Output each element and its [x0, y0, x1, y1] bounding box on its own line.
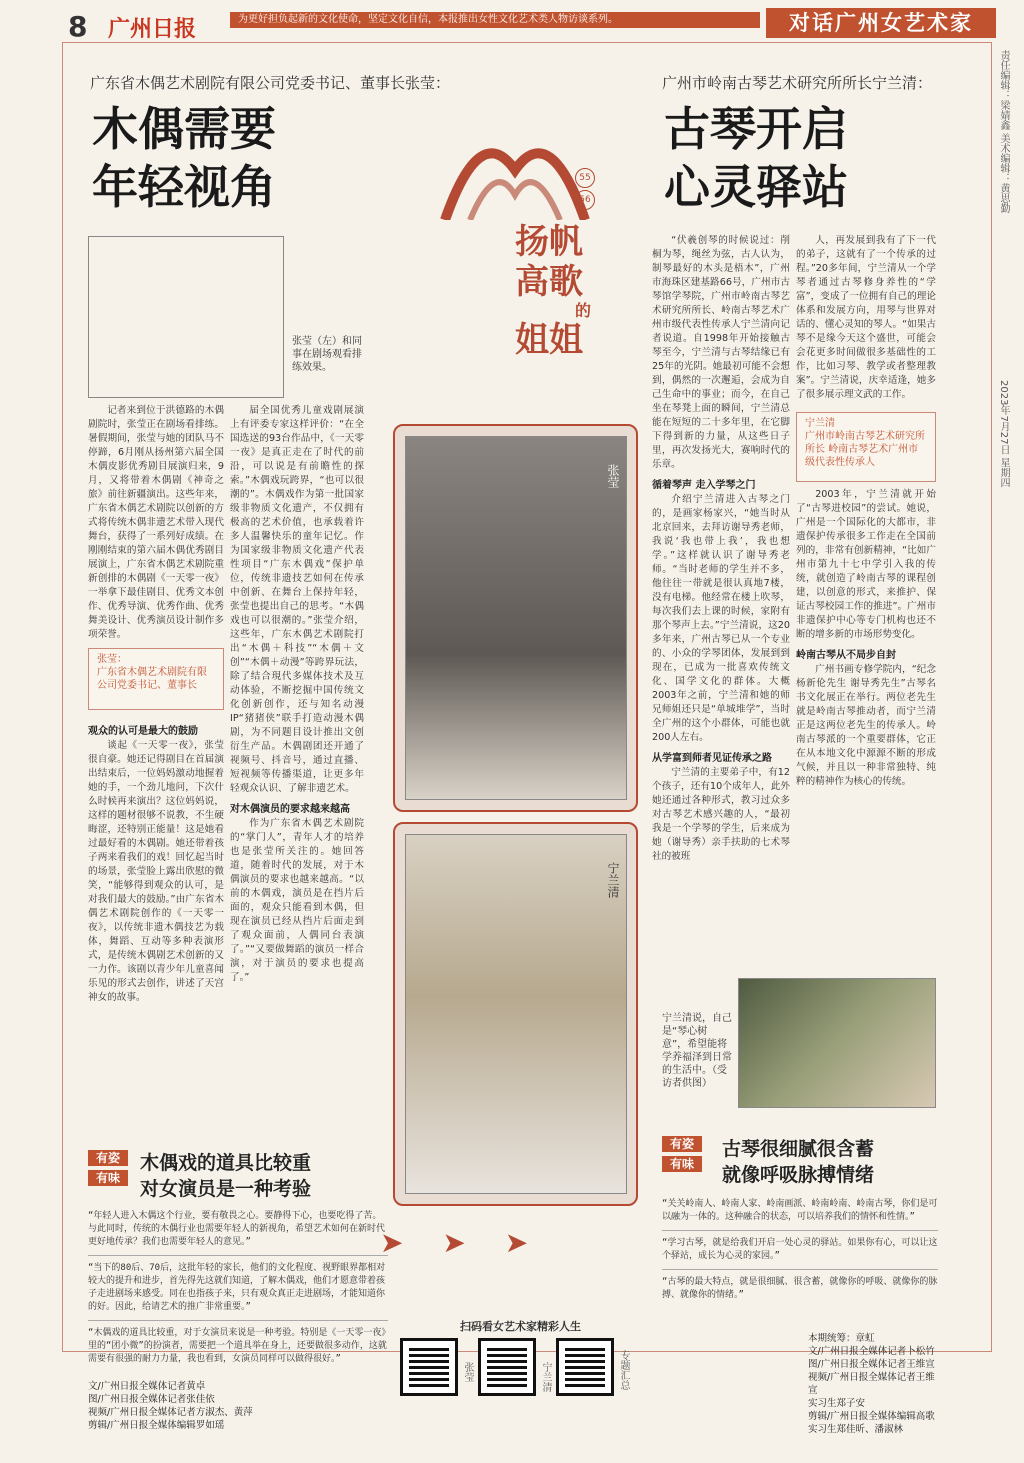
right-column-2: 人，再发展到我有了下一代的弟子，这就有了一个传承的过程。”20多年间，宁兰清从一个学琴者通过古琴修身养性的“学富”，变成了一位拥有自己的理论体系和发展方向，用琴与世界对话的、懂心灵知的琴人。“如果古琴不是缘今天这个盛世，可能会会花更多时间做很多基础性的工作，比如习琴、教学或者整理教案”。宁兰清说，庆幸适逢，她多了很多展示理文武的工作。 — [796, 235, 936, 400]
left-column-2: 届全国优秀儿童戏剧展演上有评委专家这样评价：“在全国选送的93台作品中，《一天零一夜》是真正走在了时代的前沿，可以说是有前瞻性的探索。”木偶戏玩跨界，“也可以很潮的”。木偶戏作为第一批国家级非物质文化遗产，不仅拥有极高的艺术价值，也承载着许多人温馨快乐的童年记忆。作为国家级非物质文化遗产代表性项目“广东木偶戏”保护单位，传统非遗技艺如何在传承中创新、在舞台上保持年轻，张莹也提出自己的思考。“木偶戏也可以很潮的。”张莹介绍，这些年，广东木偶艺术剧院打出“木偶＋科技”“木偶＋文创”“木偶＋动漫”等跨界玩法，除了结合現代多媒体技术及互动体验，不断挖掘中国传统文化创新创作，还与知名动漫IP“猪猪侠”联手打造动漫木偶剧，为不同题目设计推出文创衍生产品。木偶剧团还开通了视频号、抖音号，通过直播、短视频等传播渠道，让更多年轻观众认识、了解非遗艺术。 对木偶演员的要求越来越高 作为广东省木偶艺术剧院的“掌门人”，青年人才的培养也是张莹所关注的。她回答道，随着时代的发展，对于木偶演员的要求也越来越高。“以前的木偶戏，演员是在挡片后面的，观众只能看到木偶，但现在演员已经从挡片后面走到了观众面前，人偶同台表演了。”“又要做舞蹈的演员一样合演，对于演员的要求也提高了。” — [230, 405, 364, 983]
right-quote-2: “学习古琴，就是给我们开启一处心灵的驿站。如果你有心，可以让这个驿站，成长为心灵的家园。” — [662, 1238, 938, 1261]
portrait-card-zhang — [393, 424, 638, 812]
bird-icons — [380, 1226, 550, 1286]
bird-icon: ➤ — [504, 1226, 529, 1259]
series-badges — [575, 168, 597, 212]
guqin-photo — [738, 978, 936, 1108]
left-kicker: 广东省木偶艺术剧院有限公司党委书记、董事长张莹： — [90, 74, 451, 92]
right-quote-title — [722, 1136, 874, 1188]
left-quote-3: “木偶戏的道具比较重，对于女演员来说是一种考验。特别是《一天零一夜》里的“团小微”的扮演者，需要把一个道具举在身上，还要做很多动作，这就需要有很强的耐力力量，我也看到，女演员同样可以做得很好。” — [88, 1328, 387, 1364]
left-photo-caption: 张莹（左）和同事在剧场观看排练效果。 — [292, 336, 362, 373]
left-headline-line1: 木偶需要 — [92, 102, 276, 156]
bird-icon: ➤ — [442, 1226, 466, 1259]
right-quote-title-1: 古琴很细腻很含蓄 — [722, 1138, 875, 1160]
subhead-audience: 观众的认可是最大的鼓励 — [88, 726, 198, 737]
series-logo — [515, 222, 625, 360]
portrait-card-ning — [393, 822, 638, 1206]
qr-title: 扫码看女艺术家精彩人生 — [460, 1320, 581, 1333]
series-arch-graphic — [440, 110, 590, 220]
qr-label-zhang: 张莹 — [462, 1362, 473, 1382]
pull-title: 广州市岭南古琴艺术研究所所长 岭南古琴艺术广州市级代表性传承人 — [805, 431, 925, 468]
subhead-teacher: 从学富到师者见证传承之路 — [652, 753, 772, 764]
left-headline — [92, 100, 276, 216]
portrait-zhang — [405, 436, 627, 800]
series-line2: 高歌 — [515, 262, 583, 302]
qr-code-collection[interactable] — [556, 1338, 614, 1396]
newspaper-logo: 广州日报 — [108, 16, 197, 42]
qr-label-collection: 专题汇总 — [618, 1350, 629, 1390]
portrait-name-ning: 宁兰清 — [606, 862, 620, 898]
right-quotes — [662, 1198, 938, 1302]
left-column-1b: 观众的认可是最大的鼓励 谈起《一天零一夜》，张莹很自豪。她还记得剧目在首届演出结束后，一位妈妈激动地握着她的手，一个劲儿地问，下次什么时候再来演出？这位妈妈说，这样的题材很够不说教，不生硬晦涩，还特别正能量！这是她看过最好看的木偶剧。她还带着孩子两来看我们的戏！回忆起当时的场景，张莹脸上露出欣慰的微笑，“能够得到观众的认可，是对我们最大的鼓励。”由广东省木偶艺术剧院创作的《一天零一夜》，以传统非遗木偶技艺为载体，舞蹈、互动等多种表演形式，是传统木偶剧艺术创新的又一力作。该剧以青少年儿童喜闻乐见的形式去创作，讲述了天宫神女的故事。 — [88, 718, 224, 1146]
qr-label-ning: 宁兰清 — [540, 1362, 551, 1392]
rehearsal-photo — [88, 236, 284, 398]
left-quote-title — [140, 1150, 311, 1202]
tag-you-wei: 有味 — [88, 1170, 128, 1186]
right-headline-line1: 古琴开启 — [664, 102, 848, 156]
left-pull-quote — [88, 648, 224, 710]
right-tag — [662, 1136, 702, 1180]
series-slogan: 为更好担负起新的文化使命，坚定文化自信，本报推出女性文化艺术类人物访谈系列。 — [230, 12, 760, 28]
right-headline-line2: 心灵驿站 — [664, 160, 848, 214]
right-column-2b: 2003年，宁兰清就开始了“古琴进校园”的尝试。她说，广州是一个国际化的大都市，非遗保护传承很多工作走在全国前列的，非常有创新精神，“比如广州市第九十七中学引入我的传统，就创造了岭南古琴的课程创建，以创意的形式，来推护、保证古琴校园工作的推进”。广州市非遗保护中心等专门机构也还不断的增多新的市场形势变化。 岭南古琴从不局步自封 广州书画专修学院内，“纪念杨新伦先生 谢导秀先生”古琴名书文化展正在举行。两位老先生就是岭南古琴推动者，而宁兰清正是这两位老先生的传承人。岭南古琴派的一个重要群体，它正在从本地文化中源源不断的形成气候，并且以一种非常独特、纯粹的精神作为核心的传统。 — [796, 489, 936, 787]
badge-55: 55 — [575, 168, 595, 188]
subhead-lingnan: 岭南古琴从不局步自封 — [796, 650, 896, 661]
subhead-actors: 对木偶演员的要求越来越高 — [230, 804, 350, 815]
editor-credits: 责任编辑：梁婧鑫 美术编辑：黄思勤 — [998, 50, 1009, 214]
left-credits: 文/广州日报全媒体记者黄卓 图/广州日报全媒体记者张佳依 视频/广州日报全媒体记者方淑杰、黄萍 剪辑/广州日报全媒体编辑罗如瑶 — [88, 1381, 253, 1431]
right-quote-3: “古琴的最大特点，就是很细腻、很含蓄，就像你的呼吸、就像你的脉搏、就像你的情绪。” — [662, 1277, 938, 1300]
right-photo-caption: 宁兰清说，自己是“琴心树意”，希望能将学养福泽到日常的生活中。（受访者供图） — [662, 1013, 732, 1089]
right-quote-title-2: 就像呼吸脉搏情绪 — [722, 1164, 875, 1186]
portrait-name-zhang: 张莹 — [606, 464, 620, 488]
series-line3: 的 — [575, 301, 592, 320]
right-quote-1: “关关岭南人、岭南人家、岭南画派、岭南岭南、岭南古琴，你们是可以融为一体的。这种融合的状态，可以培养我们的情怀和性情。” — [662, 1199, 938, 1222]
qr-code-ning[interactable] — [478, 1338, 536, 1396]
pull-name: 张莹： — [97, 654, 127, 665]
series-line4: 姐姐 — [515, 320, 583, 360]
left-quote-title-1: 木偶戏的道具比较重 — [140, 1152, 312, 1174]
left-quotes — [88, 1210, 388, 1366]
left-column-1: 记者来到位于洪德路的木偶剧院时，张莹正在剧场看排练。暑假期间，张莹与她的团队马不停蹄，6月刚从扬州第六届全国木偶皮影优秀剧目展演归来，9月，又将带着木偶剧《神奇之旅》前往新疆演出。这些年来，广东省木偶艺术剧院以创新的方式将传统木偶非遗艺术带入现代舞台，获得了一系列好成绩。在刚刚结束的第六届木偶优秀剧目展演上，广东省木偶艺术剧院重新创排的木偶剧《一天零一夜》一举拿下最佳剧目、优秀文本创作、优秀导演、优秀作曲、优秀舞美设计、优秀演员设计制作多项荣誉。 — [88, 405, 224, 640]
qr-code-zhang[interactable] — [400, 1338, 458, 1396]
series-line1: 扬帆 — [515, 222, 583, 262]
right-pull-quote — [796, 412, 936, 482]
left-tag — [88, 1150, 128, 1194]
section-title: 对话广州女艺术家 — [766, 8, 996, 38]
left-quote-title-2: 对女演员是一种考验 — [140, 1178, 312, 1200]
left-quote-1: “年轻人进入木偶这个行业，要有敬畏之心。要静得下心，也要吃得了苦。与此同时，传统的木偶行业也需要年轻人的新视角，希望艺术如何在新时代更好地传承？我们也需要年轻人的意见。” — [88, 1211, 386, 1247]
pull-title: 广东省木偶艺术剧院有限公司党委书记、董事长 — [97, 667, 207, 691]
right-column-1: “伏羲创琴的时候说过：削桐为琴，绳丝为弦，古人认为，制琴最好的木头是梧木”，广州市海珠区建基路66号，广州市古琴馆学琴院，广州市岭南古琴艺术研究所所长、岭南古琴艺术广州市级代表性传承人宁兰清向记者说道。自1998年开始接触古琴至今，宁兰清与古琴结缘已有25年的光阴。她最初可能不会想到，偶然的一次邂逅，会成为自己生命中的事业；而今，在自己坐在琴凳上面的瞬间，宁兰清总能在短短的二十多年里，在它脚下得到新的力量，从这些日子里，再次发扬光大，赛响时代的乐章。 循着琴声 走入学琴之门 介绍宁兰清进入古琴之门的，是画家杨家兴，“她当时从北京回来，去拜访谢导秀老师，我说‘我也带上我’，我也想学。”这样就认识了谢导秀老师。“当时老师的学生并不多，他往往一带就是很认真地7楼，没有电梯。他经常在楼上吹琴，每次我们去上课的时候，家附有那个琴声上去。”宁兰清说，这20多年来，广州古琴已从一个专业的、小众的学琴团体，发展到到现在，已成为一批喜欢传统文化、国学文化的群体。大概2003年之前，宁兰清和她的师兄师姐还只是“单城堆学”，当时全广州的这个小群体，可能也就200人左右。 从学富到师者见证传承之路 宁兰清的主要弟子中，有12个孩子，还有10个成年人，此外她还通过各种形式，教习过众多对古琴艺术感兴趣的人，“最初我是一个学琴的学生，后来成为她（谢导秀）亲手扶助的七术琴社的被班 — [652, 235, 790, 862]
pull-name: 宁兰清 — [805, 418, 835, 429]
portrait-ning — [405, 834, 627, 1194]
right-headline — [664, 100, 848, 216]
page-number: 8 — [68, 10, 88, 43]
left-headline-line2: 年轻视角 — [92, 160, 276, 214]
issue-date: 2023年7月27日 星期四 — [998, 380, 1009, 488]
badge-56: 56 — [575, 190, 595, 210]
left-quote-2: “当下的80后、70后，这批年轻的家长，他们的文化程度、视野眼界都相对较大的提升和进步，首先得先这就们知道，了解木偶戏，他们才愿意带着孩子走进剧场来感受。同在也指孩子来，只有观众真正走进剧场，才能知道你的好。因此，给请艺术的推广非常重要。” — [88, 1263, 386, 1312]
subhead-enter: 循着琴声 走入学琴之门 — [652, 480, 756, 491]
tag-you-wei: 有味 — [662, 1156, 702, 1172]
arch-icon — [440, 110, 590, 220]
tag-you-zi: 有姿 — [88, 1150, 128, 1166]
tag-you-zi: 有姿 — [662, 1136, 702, 1152]
right-credits: 本期统筹：章虹 文/广州日报全媒体记者卜松竹 图/广州日报全媒体记者王维宣 视频/广州日报全媒体记者王维宣 实习生郑子安 剪辑/广州日报全媒体编辑高歌 实习生郑佳昕、潘淑林 — [808, 1333, 935, 1435]
right-kicker: 广州市岭南古琴艺术研究所所长宁兰清： — [662, 74, 933, 92]
bird-icon: ➤ — [380, 1226, 404, 1259]
